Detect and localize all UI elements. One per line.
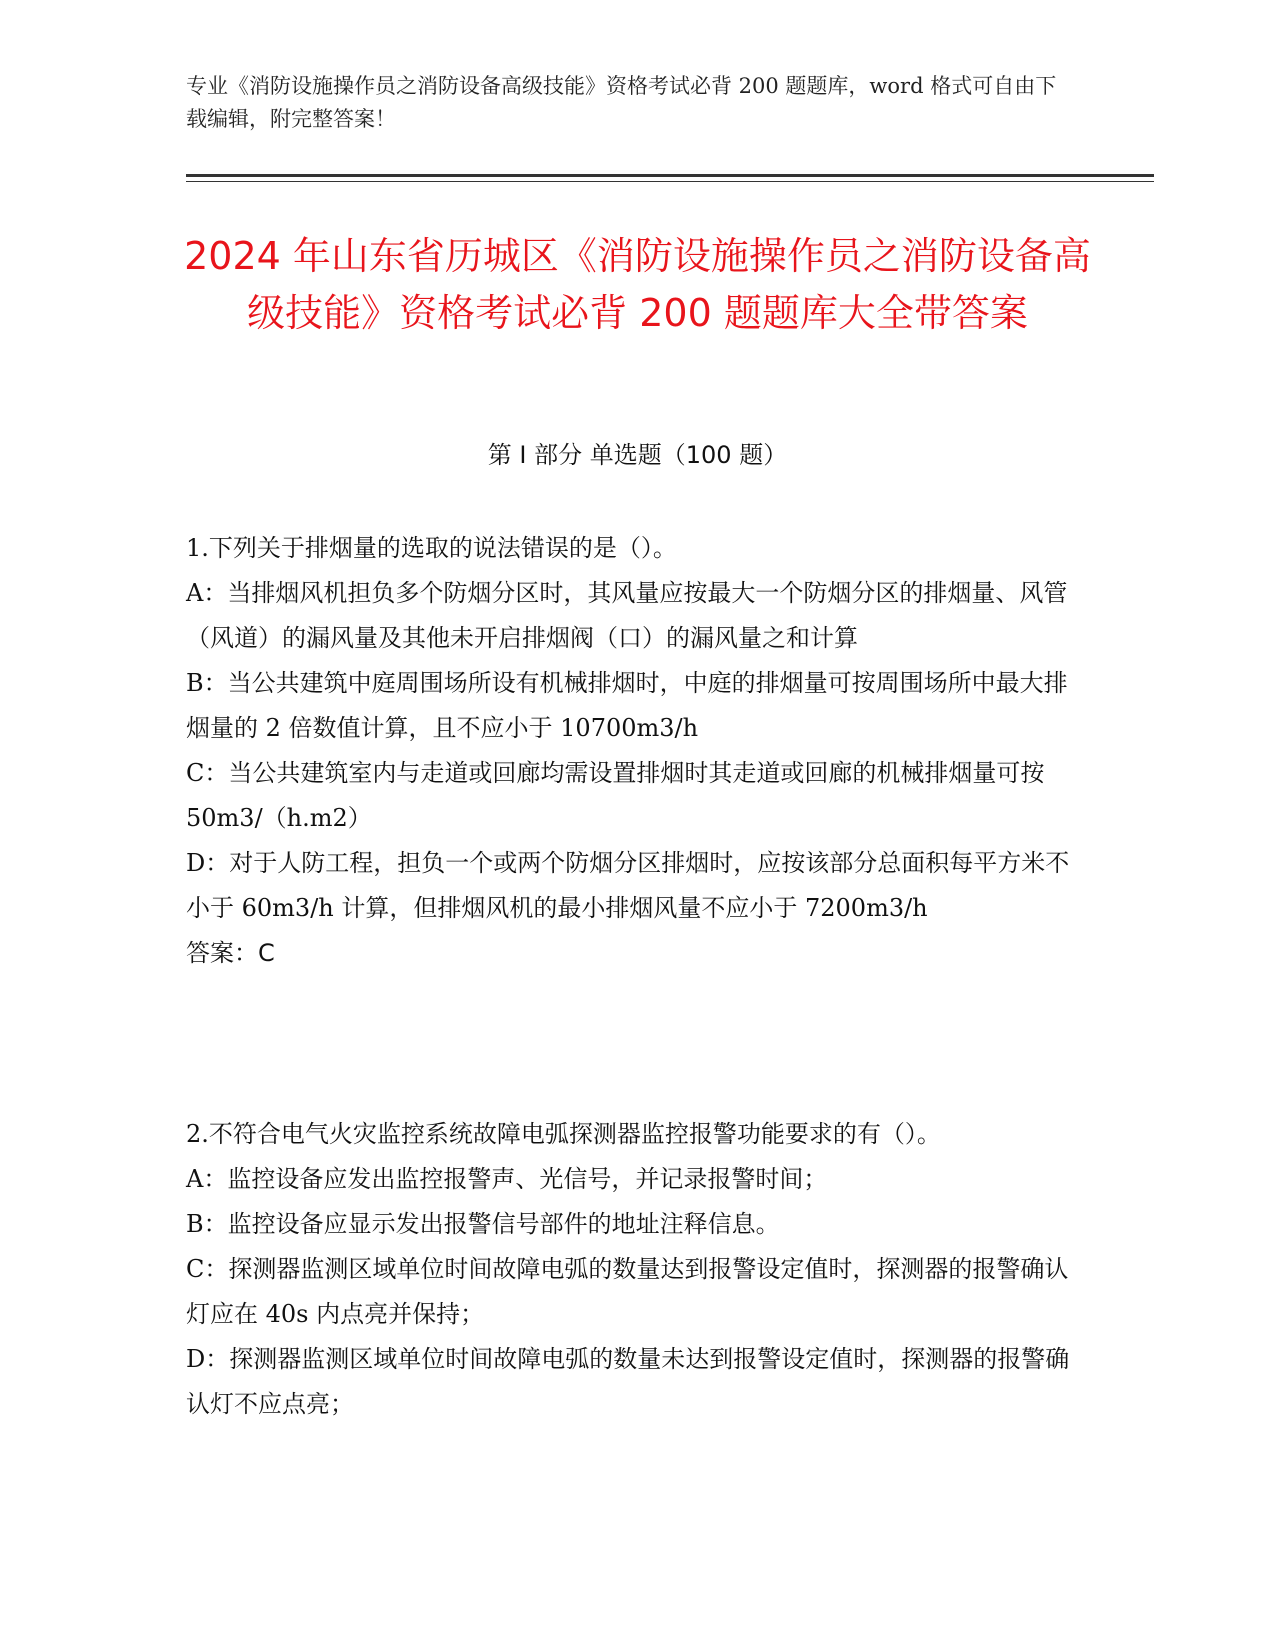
header-divider-thin [186,181,1154,182]
header-note: 专业《消防设施操作员之消防设备高级技能》资格考试必背 200 题题库，word 格式可自由下载编辑，附完整答案！ [186,74,1057,131]
question-stem: 2.不符合电气火灾监控系统故障电弧探测器监控报警功能要求的有（）。 [186,1120,941,1148]
question-block [186,526,1071,976]
option-b: B：监控设备应显示发出报警信号部件的地址注释信息。 [186,1210,780,1238]
option-a: A：监控设备应发出监控报警声、光信号，并记录报警时间； [186,1165,828,1193]
option-c: C：探测器监测区域单位时间故障电弧的数量达到报警设定值时，探测器的报警确认灯应在 40s 内点亮并保持； [186,1255,1069,1328]
option-b: B：当公共建筑中庭周围场所设有机械排烟时，中庭的排烟量可按周围场所中最大排烟量的 2 倍数值计算，且不应小于 10700m3/h [186,669,1068,742]
question-stem: 1.下列关于排烟量的选取的说法错误的是（）。 [186,534,677,562]
question-block [186,1112,1071,1427]
answer-line: 答案：C [186,939,275,967]
header-divider-thick [186,174,1154,177]
option-d: D：探测器监测区域单位时间故障电弧的数量未达到报警设定值时，探测器的报警确认灯不应点亮； [186,1345,1070,1418]
option-d: D：对于人防工程，担负一个或两个防烟分区排烟时，应按该部分总面积每平方米不小于 60m3/h 计算，但排烟风机的最小排烟风量不应小于 7200m3/h [186,849,1070,922]
section-heading: 第 I 部分 单选题（100 题） [487,441,788,469]
option-c: C：当公共建筑室内与走道或回廊均需设置排烟时其走道或回廊的机械排烟量可按 50m3/（h.m2） [186,759,1045,832]
document-title: 2024 年山东省历城区《消防设施操作员之消防设备高级技能》资格考试必背 200 题题库大全带答案 [184,234,1091,335]
option-a: A：当排烟风机担负多个防烟分区时，其风量应按最大一个防烟分区的排烟量、风管（风道）的漏风量及其他未开启排烟阀（口）的漏风量之和计算 [186,579,1068,652]
